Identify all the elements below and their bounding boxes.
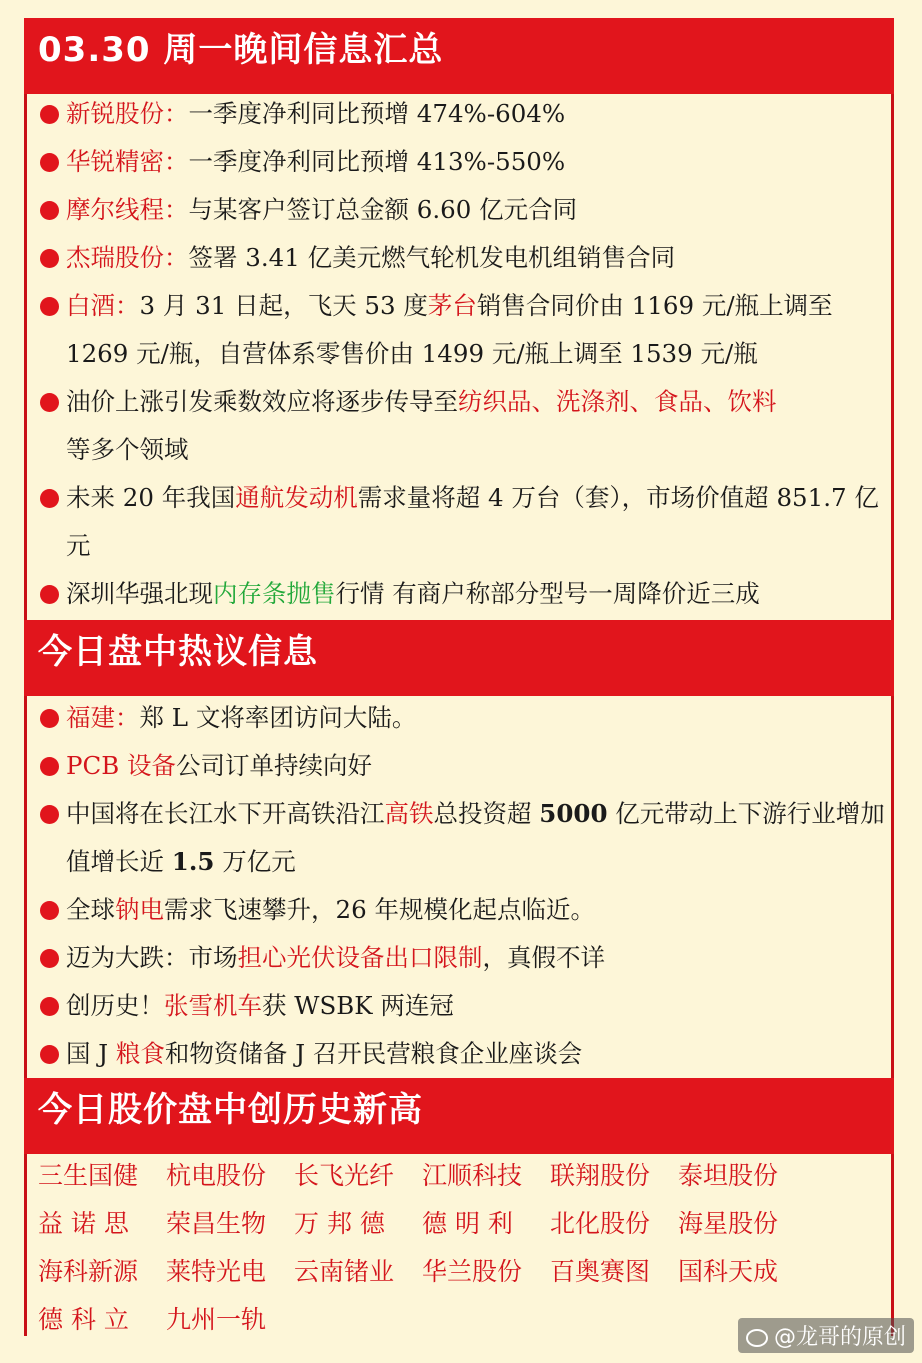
weibo-icon <box>746 1329 768 1347</box>
item-text: 创历史！ <box>66 991 164 1020</box>
item-label: 华锐精密： <box>66 147 189 176</box>
item-highlight: 粮食 <box>115 1039 165 1068</box>
item-text: 公司订单持续向好 <box>176 751 373 780</box>
item-text: 全球 <box>66 895 115 924</box>
stock-name: 杭电股份 <box>166 1161 267 1190</box>
stock-row <box>38 1248 888 1296</box>
item-bold-number: 5000 <box>539 799 608 828</box>
list-item <box>38 790 888 886</box>
stock-name: 德 科 立 <box>38 1305 129 1334</box>
list-item <box>38 282 888 378</box>
stock-name: 海星股份 <box>678 1209 779 1238</box>
item-bold-number: 1.5 <box>171 847 215 876</box>
bullet-icon <box>40 1045 59 1064</box>
stock-name: 国科天成 <box>678 1257 779 1286</box>
list-item <box>38 1030 888 1078</box>
stock-name: 北化股份 <box>550 1209 651 1238</box>
item-highlight: 内存条抛售 <box>213 579 336 608</box>
item-text: 未来 20 年我国 <box>66 483 236 512</box>
item-label: 杰瑞股份： <box>66 243 189 272</box>
bullet-icon <box>40 757 59 776</box>
list-item <box>38 474 888 570</box>
stock-row <box>38 1152 888 1200</box>
item-text: 销售合同价由 1169 元/瓶上调至 1269 元/瓶，自营体系零售价由 1499 元/瓶上调至 1539 元/瓶 <box>66 291 833 368</box>
list-item <box>38 138 888 186</box>
bullet-icon <box>40 901 59 920</box>
bullet-icon <box>40 585 59 604</box>
item-label: 白酒： <box>66 291 140 320</box>
item-text: 签署 3.41 亿美元燃气轮机发电机组销售合同 <box>188 243 676 272</box>
evening-list <box>38 90 888 618</box>
item-highlight: 通航发动机 <box>235 483 358 512</box>
stock-name: 泰坦股份 <box>678 1161 779 1190</box>
stock-name: 江顺科技 <box>422 1161 523 1190</box>
item-text: 中国将在长江水下开高铁沿江 <box>66 799 385 828</box>
list-item <box>38 694 888 742</box>
list-item <box>38 934 888 982</box>
item-highlight: 张雪机车 <box>164 991 262 1020</box>
section-title-evening: 03.30 周一晚间信息汇总 <box>24 18 894 94</box>
item-highlight: 高铁 <box>384 799 434 828</box>
stock-name: 德 明 利 <box>422 1209 513 1238</box>
list-item <box>38 570 888 618</box>
bullet-icon <box>40 489 59 508</box>
bullet-icon <box>40 105 59 124</box>
stock-name: 华兰股份 <box>422 1257 523 1286</box>
list-item <box>38 90 888 138</box>
list-item <box>38 886 888 934</box>
bullet-icon <box>40 949 59 968</box>
stock-name: 三生国健 <box>38 1161 139 1190</box>
item-label: 新锐股份： <box>66 99 189 128</box>
list-item <box>38 186 888 234</box>
item-text: 行情 有商户称部分型号一周降价近三成 <box>335 579 760 608</box>
item-highlight: PCB 设备 <box>66 751 177 780</box>
item-text: 亿元带动上下游行业增加值增长近 <box>66 799 885 876</box>
section-title-highs: 今日股价盘中创历史新高 <box>24 1078 894 1154</box>
stock-name: 百奥赛图 <box>550 1257 651 1286</box>
bullet-icon <box>40 393 59 412</box>
item-text: 深圳华强北现 <box>66 579 213 608</box>
list-item <box>38 982 888 1030</box>
item-text: 需求量将超 4 万台（套），市场价值超 851.7 亿元 <box>66 483 879 560</box>
bullet-icon <box>40 201 59 220</box>
today-list <box>38 694 888 1078</box>
stock-name: 长飞光纤 <box>294 1161 395 1190</box>
bullet-icon <box>40 709 59 728</box>
item-highlight: 担心光伏设备出口限制 <box>237 943 483 972</box>
bullet-icon <box>40 297 59 316</box>
item-text: 迈为大跌：市场 <box>66 943 238 972</box>
item-text: 与某客户签订总金额 6.60 亿元合同 <box>188 195 578 224</box>
item-highlight: 纺织品、洗涤剂、食品、饮料 <box>458 387 777 416</box>
item-highlight: 茅台 <box>427 291 477 320</box>
stock-name: 云南锗业 <box>294 1257 395 1286</box>
item-text: 需求飞速攀升，26 年规模化起点临近。 <box>164 895 595 924</box>
item-text: 3 月 31 日起，飞天 53 度 <box>139 291 428 320</box>
stock-name: 荣昌生物 <box>166 1209 267 1238</box>
item-text: 总投资超 <box>433 799 540 828</box>
list-item <box>38 742 888 790</box>
item-label: 摩尔线程： <box>66 195 189 224</box>
stock-name: 九州一轨 <box>166 1305 267 1334</box>
bullet-icon <box>40 997 59 1016</box>
list-item <box>38 234 888 282</box>
item-label: 福建： <box>66 703 140 732</box>
watermark-text: @龙哥的原创 <box>773 1325 906 1350</box>
item-text: ，真假不详 <box>482 943 605 972</box>
stock-name: 万 邦 德 <box>294 1209 385 1238</box>
section-title-today: 今日盘中热议信息 <box>24 620 894 696</box>
item-text: 和物资储备 J 召开民营粮食企业座谈会 <box>164 1039 583 1068</box>
stock-name: 海科新源 <box>38 1257 139 1286</box>
stock-name: 益 诺 思 <box>38 1209 129 1238</box>
item-text: 郑 L 文将率团访问大陆。 <box>139 703 417 732</box>
record-high-stock-grid <box>38 1152 888 1344</box>
item-text: 万亿元 <box>214 847 296 876</box>
item-text: 一季度净利同比预增 413%-550% <box>188 147 566 176</box>
item-text: 油价上涨引发乘数效应将逐步传导至 <box>66 387 458 416</box>
bullet-icon <box>40 153 59 172</box>
item-text: 一季度净利同比预增 474%-604% <box>188 99 566 128</box>
item-text: 获 WSBK 两连冠 <box>262 991 454 1020</box>
watermark <box>738 1318 914 1353</box>
bullet-icon <box>40 805 59 824</box>
item-text: 国 J <box>66 1039 116 1068</box>
stock-name: 莱特光电 <box>166 1257 267 1286</box>
bullet-icon <box>40 249 59 268</box>
list-item <box>38 378 888 474</box>
stock-name: 联翔股份 <box>550 1161 651 1190</box>
stock-row <box>38 1200 888 1248</box>
item-highlight: 钠电 <box>115 895 164 924</box>
item-text: 等多个领域 <box>66 435 189 464</box>
